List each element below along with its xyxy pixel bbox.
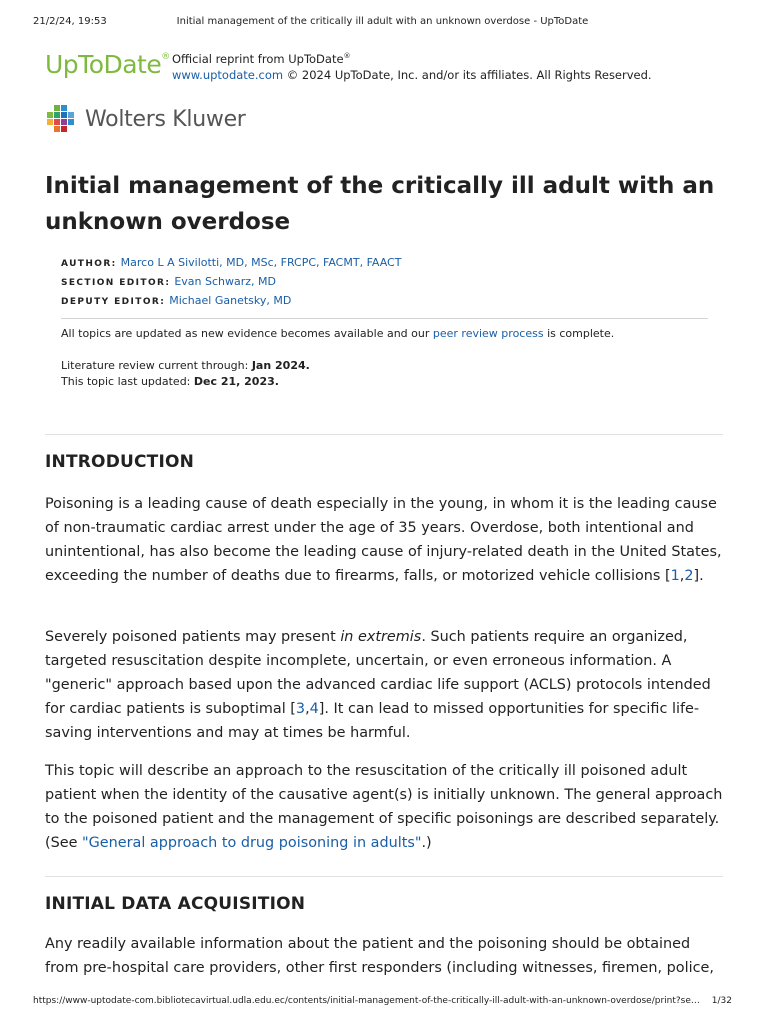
article-contributors [61,254,401,311]
paragraph-text: .) [421,835,432,851]
reference-link[interactable]: 2 [684,568,694,584]
introduction-heading: INTRODUCTION [45,452,195,472]
copyright-text: © 2024 UpToDate, Inc. and/or its affiliates. All Rights Reserved. [283,67,652,82]
intro-paragraph-1: Poisoning is a leading cause of death especially in the young, in whom it is the leading cause of non-traumatic cardiac arrest under the age of 35 years. Overdose, both intentional and unintentional, has also become the leading cause of injury-related death in the United States, exceeding the number of deaths due to firearms, falls, or motorized vehicle collisions [1,2]. [45,496,722,584]
print-doc-title: Initial management of the critically ill adult with an unknown overdose - UpToDate [176,16,589,27]
divider [45,876,723,877]
deputy-editor-link[interactable]: Michael Ganetsky, MD [169,294,292,307]
divider [61,318,708,319]
intro-paragraph-2: Severely poisoned patients may present in extremis. Such patients require an organized, targeted resuscitation despite incomplete, uncertain, or even erroneous information. A "generic" approach based upon the advanced cardiac life support (ACLS) protocols intended for cardiac patients is suboptimal [3,4]. It can lead to missed opportunities for specific life-saving interventions and may at times be harmful. [45,629,711,741]
paragraph-text: . Such patients require an organized, targeted resuscitation despite incomplete, uncertain, or even erroneous information. A "generic" approach based upon the advanced cardiac life support (ACLS) protocols intended for cardiac patients is suboptimal [ [45,629,711,717]
data-acquisition-paragraph-1: Any readily available information about the patient and the poisoning should be obtained from pre-hospital care providers, other first responders (including witnesses, firemen, police, [45,936,714,976]
update-note [61,326,614,341]
author-link[interactable]: Marco L A Sivilotti, MD, MSc, FRCPC, FACMT, FAACT [120,256,402,269]
update-note-pre: All topics are updated as new evidence becomes available and our [61,327,433,340]
author-label: AUTHOR: [61,259,117,269]
reference-link[interactable]: 1 [670,568,680,584]
last-updated-date: Dec 21, 2023. [193,375,279,388]
uptodate-logo[interactable] [45,50,170,79]
section-editor-label: SECTION EDITOR: [61,278,171,288]
publisher-name: Wolters Kluwer [85,107,246,132]
section-editor-link[interactable]: Evan Schwarz, MD [174,275,276,288]
last-updated-label: This topic last updated: [61,375,194,388]
divider [45,434,723,435]
wolters-kluwer-mark-icon [45,104,77,134]
peer-review-link[interactable]: peer review process [432,327,544,340]
paragraph-text: Severely poisoned patients may present [45,629,341,645]
lit-review-label: Literature review current through: [61,359,252,372]
lit-review-date: Jan 2024. [251,359,310,372]
article-title: Initial management of the critically ill adult with an unknown overdose [45,173,715,235]
reprint-mark: ® [343,52,351,60]
paragraph-text: This topic will describe an approach to the resuscitation of the critically ill poisoned adult patient when the identity of the causative agent(s) is initially unknown. The general approach to the poisoned patient and the management of specific poisonings are described separately. (See [45,763,723,851]
uptodate-logo-text: UpToDate [45,50,162,79]
reference-link[interactable]: 4 [309,701,319,717]
page-number: 1/32 [711,996,732,1006]
deputy-editor-label: DEPUTY EDITOR: [61,297,166,307]
print-datetime: 21/2/24, 19:53 [33,16,107,27]
print-url: https://www-uptodate-com.bibliotecavirtual.udla.edu.ec/contents/initial-management-of-the-critically-ill-adult-with-an-unknown-overdose/print?se… [33,996,700,1006]
italic-term: in extremis [340,629,422,645]
reference-link[interactable]: 3 [295,701,306,717]
uptodate-logo-mark: ® [161,52,170,62]
uptodate-site-link[interactable]: www.uptodate.com [172,67,284,82]
reprint-notice [172,48,652,83]
general-approach-topic-link[interactable]: "General approach to drug poisoning in adults" [82,835,422,851]
literature-review-info [61,358,310,390]
reprint-line: Official reprint from UpToDate [172,51,344,66]
paragraph-text: Poisoning is a leading cause of death especially in the young, in whom it is the leading cause of non-traumatic cardiac arrest under the age of 35 years. Overdose, both intentional and unintentional, has also become the leading cause of injury-related death in the United States, exceeding the number of deaths due to firearms, falls, or motorized vehicle collisions [ [45,496,722,584]
paragraph-text: ]. [693,568,704,584]
update-note-post: is complete. [543,327,615,340]
initial-data-acquisition-heading: INITIAL DATA ACQUISITION [45,894,306,914]
paragraph-text: ]. It can lead to missed opportunities for specific life-saving interventions and may at times be harmful. [45,701,700,741]
brand-header [45,48,745,88]
intro-paragraph-3 [45,759,725,855]
